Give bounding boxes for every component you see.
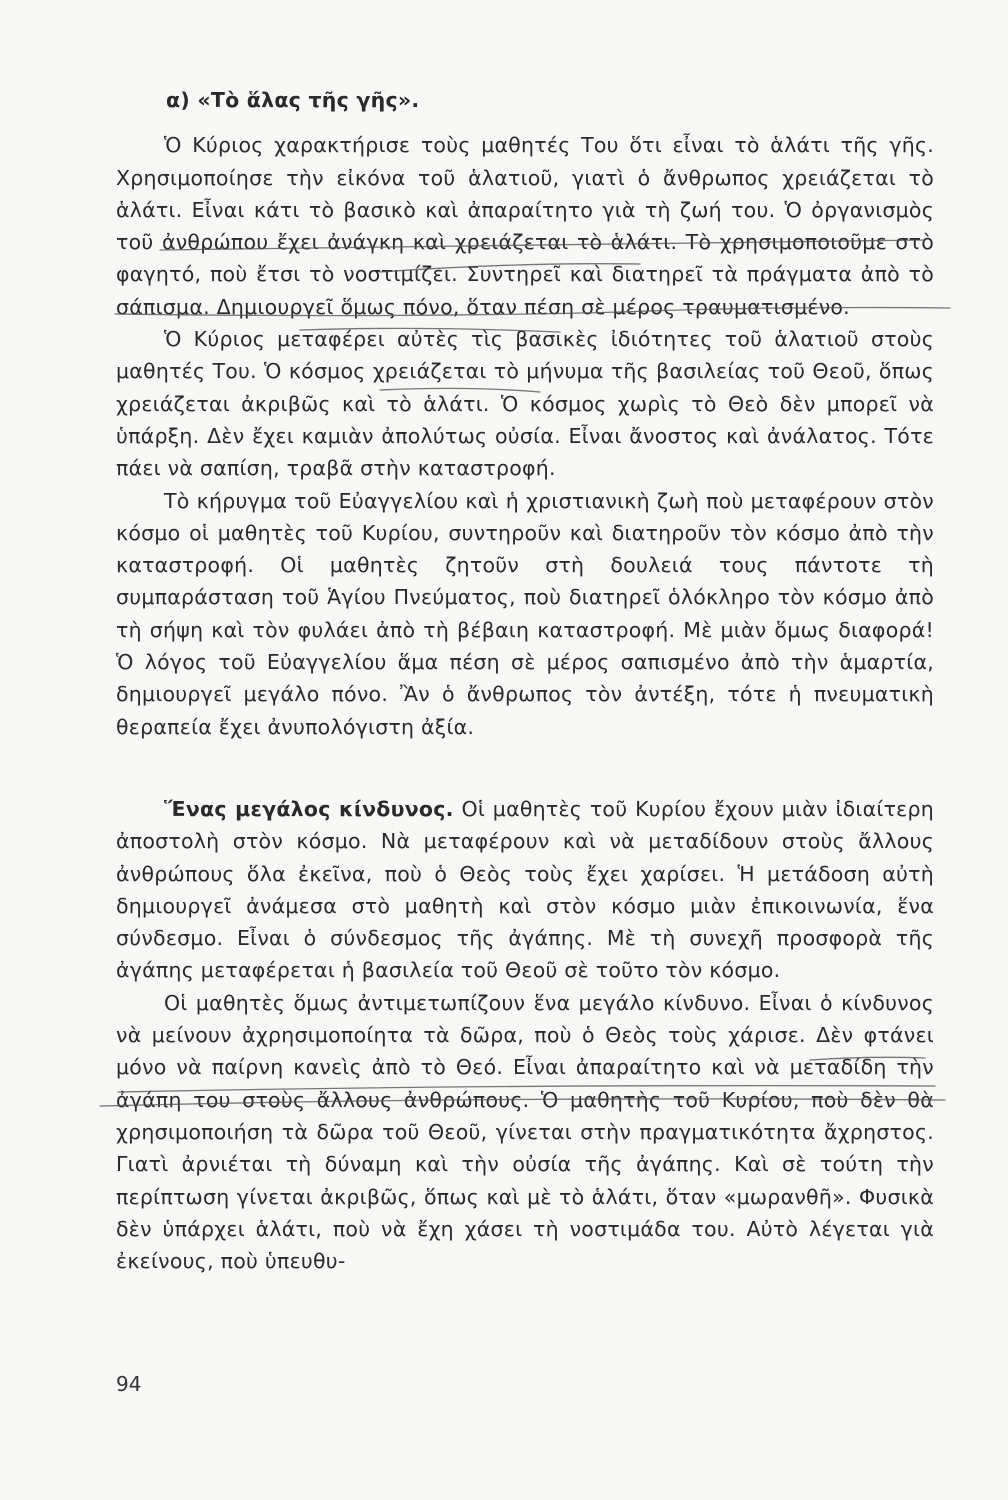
danger-heading: Ἕνας μεγάλος κίνδυνος. (164, 796, 454, 821)
danger-text: Οἱ μαθητὲς τοῦ Κυρίου ἔχουν μιὰν ἰδιαίτερη ἀποστολὴ στὸν κόσμο. Νὰ μεταφέρουν καὶ νὰ μεταδίδουν στοὺς ἄλλους ἀνθρώπους ὅλα ἐκεῖνα, ποὺ ὁ Θεὸς τοὺς ἔχει χαρίσει. Ἡ μετάδοση αὐτὴ δημιουργεῖ ἀνάμεσα στὸ μαθητὴ καὶ στὸν κόσμο μιὰν ἐπικοινωνία, ἕνα σύνδεσμο. Εἶναι ὁ σύνδεσμος τῆς ἀγάπης. Μὲ τὴ συνεχῆ προσφορὰ τῆς ἀγάπης μεταφέρεται ἡ βασιλεία τοῦ Θεοῦ σὲ τοῦτο τὸν κόσμο. (116, 796, 934, 983)
text-block (116, 84, 934, 1277)
paragraph-salt-1: Ὁ Κύριος χαρακτήρισε τοὺς μαθητές Του ὅτι εἶναι τὸ ἁλάτι τῆς γῆς. Χρησιμοποίησε τὴν εἰκόνα τοῦ ἁλατιοῦ, γιατὶ ὁ ἄνθρωπος χρειάζεται τὸ ἁλάτι. Εἶναι κάτι τὸ βασικὸ καὶ ἀπαραίτητο γιὰ τὴ ζωή του. Ὁ ὀργανισμὸς τοῦ ἀνθρώπου ἔχει ἀνάγκη καὶ χρειάζεται τὸ ἁλάτι. Τὸ χρησιμοποιοῦμε στὸ φαγητό, ποὺ ἔτσι τὸ νοστιμίζει. Συντηρεῖ καὶ διατηρεῖ τὰ πράγματα ἀπὸ τὸ σάπισμα. Δημιουργεῖ ὅμως πόνο, ὅταν πέση σὲ μέρος τραυματισμένο. (116, 133, 934, 319)
paragraph-final: Οἱ μαθητὲς ὅμως ἀντιμετωπίζουν ἕνα μεγάλο κίνδυνο. Εἶναι ὁ κίνδυνος νὰ μείνουν ἀχρησιμοποίητα τὰ δῶρα, ποὺ ὁ Θεὸς τοὺς χάρισε. Δὲν φτάνει μόνο νὰ παίρνη κανεὶς ἀπὸ τὸ Θεό. Εἶναι ἀπαραίτητο καὶ νὰ μεταδίδη τὴν ἀγάπη του στοὺς ἄλλους ἀνθρώπους. Ὁ μαθητὴς τοῦ Κυρίου, ποὺ δὲν θὰ χρησιμοποιήση τὰ δῶρα τοῦ Θεοῦ, γίνεται στὴν πραγματικότητα ἄχρηστος. Γιατὶ ἀρνιέται τὴ δύναμη καὶ τὴν οὐσία τῆς ἀγάπης. Καὶ σὲ τούτη τὴν περίπτωση γίνεται ἀκριβῶς, ὅπως καὶ μὲ τὸ ἁλάτι, ὅταν «μωρανθῆ». Φυσικὰ δὲν ὑπάρχει ἁλάτι, ποὺ νὰ ἔχη χάσει τὴ νοστιμάδα του. Αὐτὸ λέγεται γιὰ ἐκείνους, ποὺ ὑπευθυ- (116, 990, 934, 1274)
section-title: α) «Τὸ ἅλας τῆς γῆς». (166, 88, 420, 112)
paragraph-danger (116, 793, 934, 987)
paragraph-salt-2: Ὁ Κύριος μεταφέρει αὐτὲς τὶς βασικὲς ἰδιότητες τοῦ ἁλατιοῦ στοὺς μαθητές Του. Ὁ κόσμος χρειάζεται τὸ μήνυμα τῆς βασιλείας τοῦ Θεοῦ, ὅπως χρειάζεται ἀκριβῶς καὶ τὸ ἁλάτι. Ὁ κόσμος χωρὶς τὸ Θεὸ δὲν μπορεῖ νὰ ὑπάρξη. Δὲν ἔχει καμιὰν ἀπολύτως οὐσία. Εἶναι ἄνοστος καὶ ἀνάλατος. Τότε πάει νὰ σαπίση, τραβᾶ στὴν καταστροφή. (116, 327, 934, 481)
page-number: 94 (116, 1372, 142, 1396)
paragraph-salt-3: Τὸ κήρυγμα τοῦ Εὐαγγελίου καὶ ἡ χριστιανικὴ ζωὴ ποὺ μεταφέρουν στὸν κόσμο οἱ μαθητὲς τοῦ Κυρίου, συντηροῦν καὶ διατηροῦν τὸν κόσμο ἀπὸ τὴν καταστροφή. Οἱ μαθητὲς ζητοῦν στὴ δουλειά τους πάντοτε τὴ συμπαράσταση τοῦ Ἁγίου Πνεύματος, ποὺ διατηρεῖ ὁλόκληρο τὸν κόσμο ἀπὸ τὴ σήψη καὶ τὸν φυλάει ἀπὸ τὴ βέβαιη καταστροφή. Μὲ μιὰν ὅμως διαφορά! Ὁ λόγος τοῦ Εὐαγγελίου ἅμα πέση σὲ μέρος σαπισμένο ἀπὸ τὴν ἁμαρτία, δημιουργεῖ μεγάλο πόνο. Ἂν ὁ ἄνθρωπος τὸν ἀντέξη, τότε ἡ πνευματικὴ θεραπεία ἔχει ἀνυπολόγιστη ἀξία. (116, 488, 934, 739)
